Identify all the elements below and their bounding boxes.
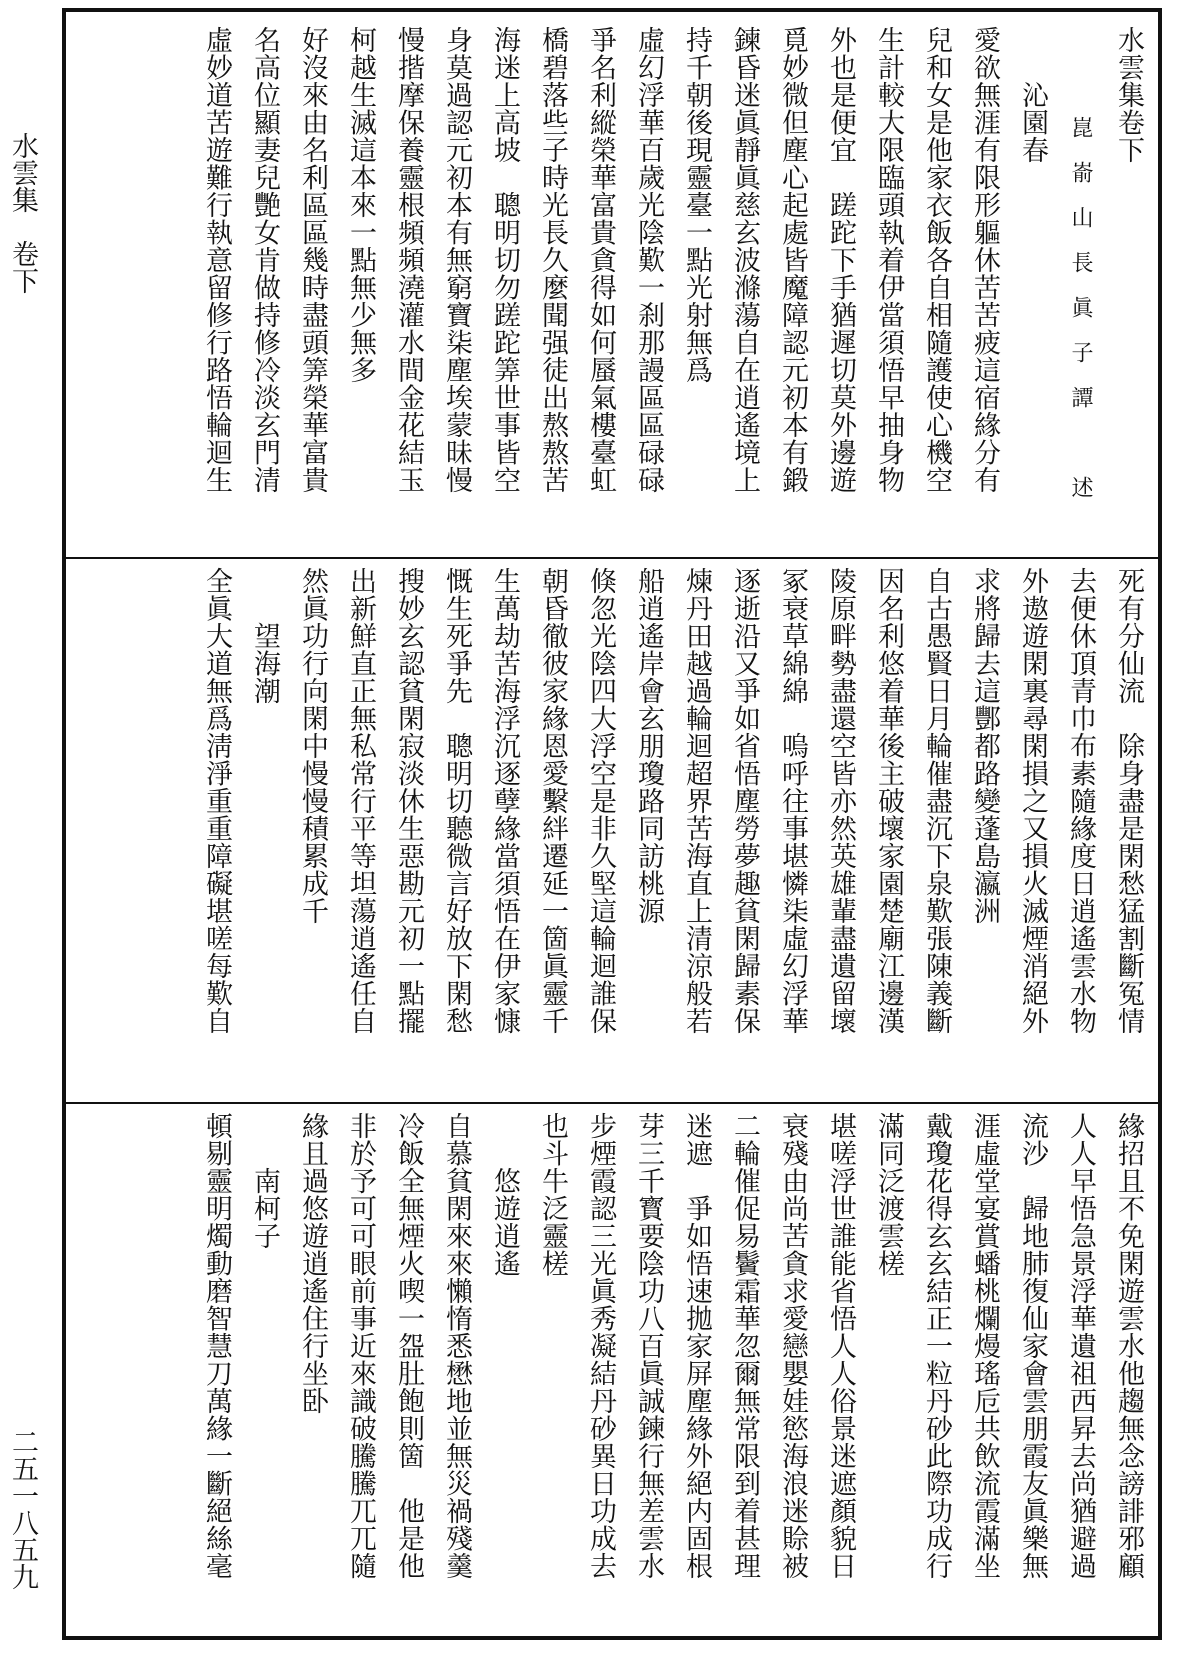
text-column: 非於予可可眼前事近來識破騰騰兀兀隨 xyxy=(345,1112,376,1580)
text-column: 去便休頂青巾布素隨緣度日逍遙雲水物 xyxy=(1065,567,1096,1035)
text-column: 逐逝沿又爭如省悟塵勞夢趣貧閑歸素保 xyxy=(729,567,760,1035)
text-column: 鍊昏迷眞靜眞慈玄波滌蕩自在逍遙境上 xyxy=(729,26,760,494)
text-column: 外遨遊閑裏尋閑損之又損火滅煙消絕外 xyxy=(1017,567,1048,1035)
text-column: 自古愚賢日月輪催盡沉下泉歎張陳義斷 xyxy=(921,567,952,1035)
text-column: 虛妙道苦遊難行執意留修行路悟輪迴生 xyxy=(201,26,232,494)
section-heading: 沁園春 xyxy=(1017,26,1048,164)
text-column: 搜妙玄認貧閑寂淡休生惡勘元初一點擺 xyxy=(393,567,424,1035)
text-column: 緣招且不免閑遊雲水他趨無念謗誹邪顧 xyxy=(1113,1112,1144,1580)
text-column: 橋碧落些子時光長久麼聞强徒出熬熬苦 xyxy=(537,26,568,494)
text-column: 也斗牛泛靈槎 xyxy=(537,1112,568,1277)
margin-page-number: 二五一八五九 xyxy=(7,1428,38,1590)
text-column: 冷飯全無煙火喫一盌肚飽則箇 他是他 xyxy=(393,1112,424,1580)
text-column: 人人早悟急景浮華遺祖西昇去尚猶避過 xyxy=(1065,1112,1096,1580)
section-heading: 悠遊逍遙 xyxy=(489,1112,520,1277)
text-column: 倏忽光陰四大浮空是非久堅這輪迴誰保 xyxy=(585,567,616,1035)
text-column: 海迷上高坡 聰明切勿蹉跎筭世事皆空 xyxy=(489,26,520,494)
text-column: 生萬劫苦海浮沉逐孽緣當須悟在伊家慷 xyxy=(489,567,520,1035)
text-column: 步煙霞認三光眞秀凝結丹砂異日功成去 xyxy=(585,1112,616,1580)
text-column: 朝昏徹彼家緣恩愛繫絆遷延一箇眞靈千 xyxy=(537,567,568,1035)
text-column: 自慕貧閑來來懶惰悉懋地並無災禍殘羹 xyxy=(441,1112,472,1580)
text-column: 水雲集卷下 xyxy=(1113,26,1144,164)
text-column: 迷遮 爭如悟速拋家屏塵緣外絕内固根 xyxy=(681,1112,712,1580)
text-column: 堪嗟浮世誰能省悟人人俗景迷遮顏貌日 xyxy=(825,1112,856,1580)
text-column: 陵原畔勢盡還空皆亦然英雄輩盡遺留壞 xyxy=(825,567,856,1035)
text-column: 船逍遙岸會玄朋瓊路同訪桃源 xyxy=(633,567,664,925)
text-column: 然眞功行向閑中慢慢積累成千 xyxy=(297,567,328,925)
text-column: 兒和女是他家衣飯各自相隨護使心機空 xyxy=(921,26,952,494)
text-column: 柯越生滅這本來一點無少無多 xyxy=(345,26,376,384)
text-column: 好沒來由名利區區幾時盡頭筭榮華富貴 xyxy=(297,26,328,494)
text-column: 外也是便宜 蹉跎下手猶遲切莫外邊遊 xyxy=(825,26,856,494)
text-column: 煉丹田越過輪迴超界苦海直上清涼般若 xyxy=(681,567,712,1035)
text-column: 全眞大道無爲淸淨重重障礙堪嗟每歎自 xyxy=(201,567,232,1035)
text-column: 慢揩摩保養靈根頻頻澆灌水間金花結玉 xyxy=(393,26,424,494)
margin-title: 水雲集 卷下 xyxy=(7,132,38,294)
text-column: 求將歸去這酆都路變蓬島瀛洲 xyxy=(969,567,1000,925)
text-column: 因名利悠着華後主破壞家園楚廟江邊漢 xyxy=(873,567,904,1035)
text-column: 出新鮮直正無私常行平等坦蕩逍遙任自 xyxy=(345,567,376,1035)
text-column: 二輪催促易鬢霜華忽爾無常限到着甚理 xyxy=(729,1112,760,1580)
text-column: 生計較大限臨頭執着伊當須悟早抽身物 xyxy=(873,26,904,494)
text-column: 衰殘由尚苦貪求愛戀嬰娃慾海浪迷賒被 xyxy=(777,1112,808,1580)
text-column: 頓剔靈明燭動磨智慧刀萬緣一斷絕絲毫 xyxy=(201,1112,232,1580)
text-column: 虛幻浮華百歲光陰歎一刹那謾區區碌碌 xyxy=(633,26,664,494)
text-column: 名高位顯妻兒艷女肯做持修冷淡玄門清 xyxy=(249,26,280,494)
page-frame xyxy=(62,8,1162,1640)
section-heading: 望海潮 xyxy=(249,567,280,705)
text-column: 爭名利縱榮華富貴貪得如何蜃氣樓臺虹 xyxy=(585,26,616,494)
text-column: 冢衰草綿綿 嗚呼往事堪憐柒虛幻浮華 xyxy=(777,567,808,1035)
text-column: 死有分仙流 除身盡是閑愁猛割斷冤情 xyxy=(1113,567,1144,1035)
text-column: 滿同泛渡雲槎 xyxy=(873,1112,904,1277)
text-column: 持千朝後現靈臺一點光射無爲 xyxy=(681,26,712,384)
text-band-1 xyxy=(66,12,1158,557)
text-column: 緣且過悠遊逍遙住行坐卧 xyxy=(297,1112,328,1415)
text-column: 戴瓊花得玄玄結正一粒丹砂此際功成行 xyxy=(921,1112,952,1580)
text-column: 流沙 歸地肺復仙家會雲朋霞友眞樂無 xyxy=(1017,1112,1048,1580)
text-band-2 xyxy=(66,557,1158,1102)
text-column: 慨生死爭先 聰明切聽微言好放下閑愁 xyxy=(441,567,472,1035)
text-column: 芽三千寳要陰功八百眞誠鍊行無差雲水 xyxy=(633,1112,664,1580)
text-band-3 xyxy=(66,1102,1158,1640)
section-heading: 南柯子 xyxy=(249,1112,280,1250)
text-column: 身莫過認元初本有無窮寶柒塵埃蒙昧慢 xyxy=(441,26,472,494)
text-column: 愛欲無涯有限形軀休苦苦疲這宿緣分有 xyxy=(969,26,1000,494)
author-line: 崑 嵛 山 長 眞 子 譚 述 xyxy=(1068,26,1093,499)
text-column: 涯虛堂宴賞蟠桃爛熳瑤卮共飲流霞滿坐 xyxy=(969,1112,1000,1580)
text-column: 覓妙微但塵心起處皆魔障認元初本有鍛 xyxy=(777,26,808,494)
